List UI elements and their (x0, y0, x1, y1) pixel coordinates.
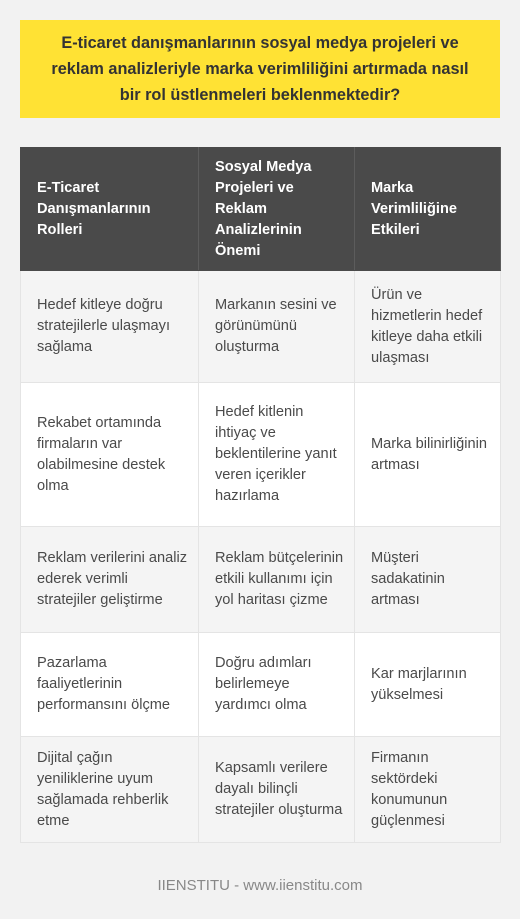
table-cell: Rekabet ortamında firmaların var olabilmesine destek olma (21, 383, 199, 527)
table-cell: Hedef kitlenin ihtiyaç ve beklentilerine yanıt veren içerikler hazırlama (199, 383, 355, 527)
title-banner (20, 20, 500, 118)
table-cell: Markanın sesini ve görünümünü oluşturma (199, 271, 355, 383)
table-row (21, 737, 501, 843)
table-cell: Ürün ve hizmetlerin hedef kitleye daha etkili ulaşması (355, 271, 501, 383)
table-row (21, 271, 501, 383)
table-cell: Hedef kitleye doğru stratejilerle ulaşmayı sağlama (21, 271, 199, 383)
table-cell: Firmanın sektördeki konumunun güçlenmesi (355, 737, 501, 843)
table-cell: Kar marjlarının yükselmesi (355, 633, 501, 737)
table-cell: Marka bilinirliğinin artması (355, 383, 501, 527)
table-row (21, 383, 501, 527)
table-cell: Kapsamlı verilere dayalı bilinçli stratejiler oluşturma (199, 737, 355, 843)
column-header-importance: Sosyal Medya Projeleri ve Reklam Analizlerinin Önemi (199, 148, 355, 271)
table-cell: Dijital çağın yeniliklerine uyum sağlamada rehberlik etme (21, 737, 199, 843)
column-header-roles: E-Ticaret Danışmanlarının Rolleri (21, 148, 199, 271)
page-title: E-ticaret danışmanlarının sosyal medya projeleri ve reklam analizleriyle marka verimliliğini artırmada nasıl bir rol üstlenmeleri beklenmektedir? (51, 34, 469, 104)
table-cell: Müşteri sadakatinin artması (355, 527, 501, 633)
column-header-effects: Marka Verimliliğine Etkileri (355, 148, 501, 271)
table-row (21, 527, 501, 633)
table-cell: Reklam bütçelerinin etkili kullanımı için yol haritası çizme (199, 527, 355, 633)
table-cell: Pazarlama faaliyetlerinin performansını ölçme (21, 633, 199, 737)
footer-credit: IIENSTITU - www.iienstitu.com (157, 877, 363, 894)
table-cell: Doğru adımları belirlemeye yardımcı olma (199, 633, 355, 737)
table-header-row (21, 148, 501, 271)
comparison-table (20, 147, 501, 843)
table-row (21, 633, 501, 737)
table-cell: Reklam verilerini analiz ederek verimli stratejiler geliştirme (21, 527, 199, 633)
